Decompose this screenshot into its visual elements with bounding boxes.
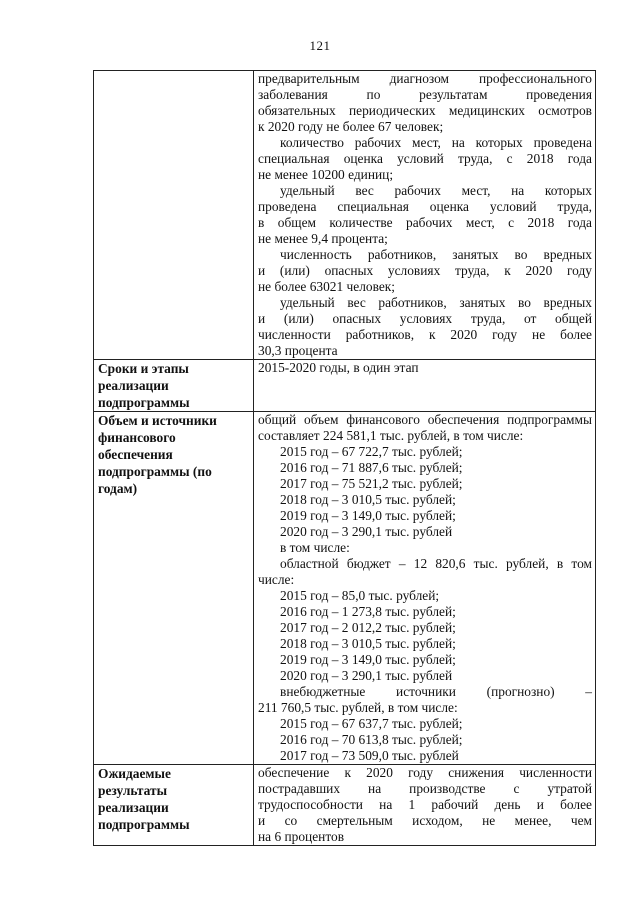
row-label-funding (94, 412, 254, 765)
text-line: составляет 224 581,1 тыс. рублей, в том числе: (258, 428, 524, 443)
label-line: обеспечения (98, 447, 173, 462)
year-line: 2017 год – 73 509,0 тыс. рублей (280, 748, 459, 763)
text-line: на 6 процентов (258, 829, 345, 844)
label-line: подпрограммы (98, 817, 190, 832)
year-line: 2019 год – 3 149,0 тыс. рублей; (280, 508, 456, 523)
table-row-terms (94, 360, 596, 412)
label-line: реализации (98, 378, 169, 393)
year-line: 2017 год – 75 521,2 тыс. рублей; (280, 476, 463, 491)
row-label-terms (94, 360, 254, 412)
text-line: числе: (258, 572, 295, 587)
row-label-empty (94, 71, 254, 360)
year-line: 2017 год – 2 012,2 тыс. рублей; (280, 620, 456, 635)
label-line: Сроки и этапы (98, 361, 189, 376)
label-line: подпрограммы (по (98, 464, 212, 479)
label-line: подпрограммы (98, 395, 190, 410)
text-line: количество рабочих мест, на которых проведена (280, 135, 592, 150)
text-line: специальная оценка условий труда, с 2018 года (258, 151, 592, 166)
year-line: 2018 год – 3 010,5 тыс. рублей; (280, 492, 456, 507)
label-line: реализации (98, 800, 169, 815)
year-line: 2018 год – 3 010,5 тыс. рублей; (280, 636, 456, 651)
text-line: удельный вес рабочих мест, на которых (280, 183, 592, 198)
funding-value-cell (254, 412, 596, 765)
label-line: Ожидаемые (98, 766, 171, 781)
text-line: заболевания по результатам проведения (258, 87, 592, 102)
year-line: 2016 год – 1 273,8 тыс. рублей; (280, 604, 456, 619)
label-line: годам) (98, 481, 138, 496)
year-line: 2016 год – 71 887,6 тыс. рублей; (280, 460, 463, 475)
text-line: удельный вес работников, занятых во вредных (280, 295, 592, 310)
year-line: 2019 год – 3 149,0 тыс. рублей; (280, 652, 456, 667)
text-line: к 2020 году не более 67 человек; (258, 119, 444, 134)
text-line: численности работников, к 2020 году не более (258, 327, 592, 342)
text-line: обязательных периодических медицинских осмотров (258, 103, 592, 118)
target-indicators-cell (254, 71, 596, 360)
text-line: и со смертельным исходом, не менее, чем (258, 813, 592, 828)
label-line: Объем и источники (98, 413, 217, 428)
subprogram-passport-table (93, 70, 596, 846)
text-line: обеспечение к 2020 году снижения численности (258, 765, 592, 780)
text-line: внебюджетные источники (прогнозно) – (280, 684, 592, 699)
text-line: не менее 10200 единиц; (258, 167, 394, 182)
text-line: 211 760,5 тыс. рублей, в том числе: (258, 700, 458, 715)
row-label-expected (94, 765, 254, 846)
text-line: трудоспособности на 1 рабочий день и более (258, 797, 592, 812)
label-line: результаты (98, 783, 168, 798)
year-line: 2015 год – 85,0 тыс. рублей; (280, 588, 440, 603)
text-line: и (или) опасных условиях труда, к 2020 году (258, 263, 592, 278)
table-row-expected (94, 765, 596, 846)
terms-value-cell (254, 360, 596, 412)
text-line: в общем количестве рабочих мест, с 2018 года (258, 215, 592, 230)
terms-text: 2015-2020 годы, в один этап (258, 360, 419, 375)
year-line: 2020 год – 3 290,1 тыс. рублей (280, 524, 453, 539)
text-line: общий объем финансового обеспечения подпрограммы (258, 412, 592, 427)
text-line: в том числе: (280, 540, 350, 555)
label-line: финансового (98, 430, 176, 445)
text-line: проведена специальная оценка условий труда, (258, 199, 592, 214)
text-line: пострадавших на производстве с утратой (258, 781, 592, 796)
table-row-funding (94, 412, 596, 765)
year-line: 2015 год – 67 722,7 тыс. рублей; (280, 444, 463, 459)
text-line: и (или) опасных условиях труда, от общей (258, 311, 592, 326)
text-line: не менее 9,4 процента; (258, 231, 388, 246)
page-number: 121 (309, 38, 331, 53)
year-line: 2020 год – 3 290,1 тыс. рублей (280, 668, 453, 683)
year-line: 2016 год – 70 613,8 тыс. рублей; (280, 732, 463, 747)
text-line: численность работников, занятых во вредных (280, 247, 592, 262)
text-line: не более 63021 человек; (258, 279, 395, 294)
text-line: 30,3 процента (258, 343, 338, 358)
expected-value-cell (254, 765, 596, 846)
table-row-continuation (94, 71, 596, 360)
text-line: предварительным диагнозом профессионального (258, 71, 592, 86)
year-line: 2015 год – 67 637,7 тыс. рублей; (280, 716, 463, 731)
text-line: областной бюджет – 12 820,6 тыс. рублей, в том (280, 556, 592, 571)
